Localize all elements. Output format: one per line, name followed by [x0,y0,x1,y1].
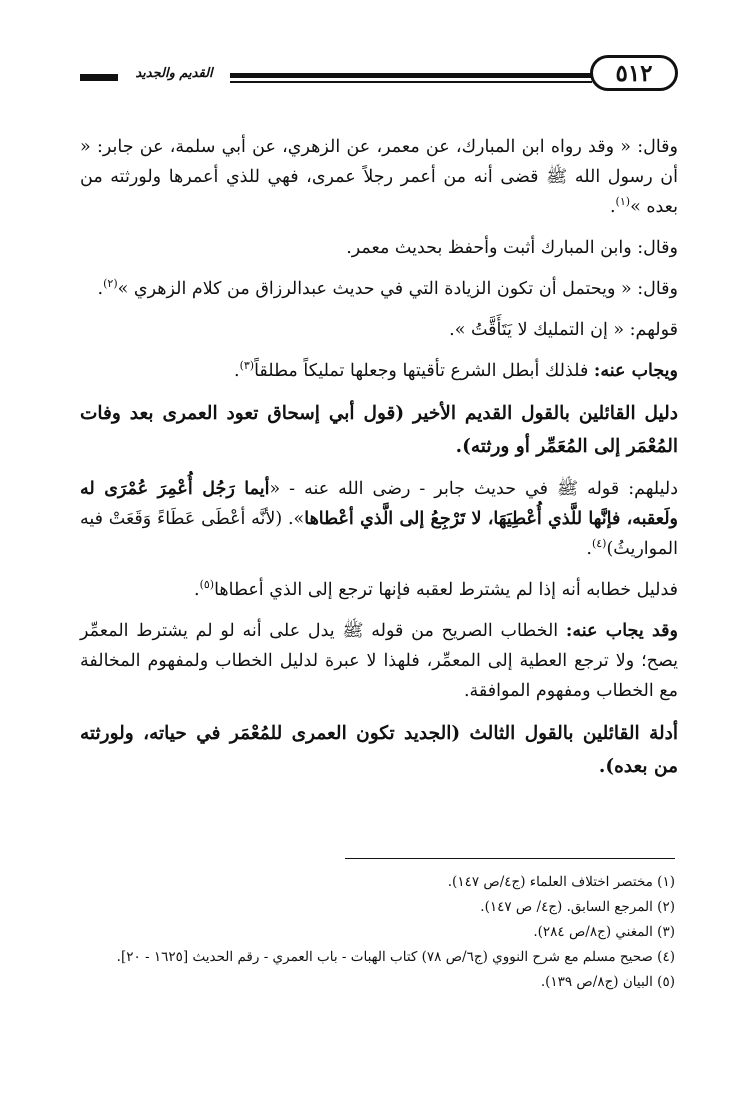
main-text [80,132,678,794]
header-rule-thick [230,73,592,78]
footnote-ref-5[interactable]: (٥) [199,578,215,592]
section-heading-new: أدلة القائلين بالقول الثالث (الجديد تكون العمرى للمُعْمَر في حياته، ولورثته من بعده). [80,723,678,777]
footnote-ref-4[interactable]: (٤) [591,537,607,551]
section-heading-old: دليل القائلين بالقول القديم الأخير (قول أبي إسحاق تعود العمرى بعد وفات المُعْمَر إلى المُعَمِّر أو ورثته). [80,403,678,457]
running-title: القديم والجديد [124,66,224,81]
header-rule-thin [230,81,592,83]
header-left-block [80,74,118,81]
footnote-ref-3[interactable]: (٣) [239,359,255,373]
footnote-3: (٣) المغني (ج٨/ص ٢٨٤). [533,924,675,940]
footnote-4: (٤) صحيح مسلم مع شرح النووي (ج٦/ص ٧٨) كتاب الهبات - باب العمري - رقم الحديث [١٦٢٥ - ٢٠]. [116,949,675,965]
paragraph-3: وقال: « ويحتمل أن تكون الزيادة التي في حديث عبدالرزاق من كلام الزهري »$^{(٢)}$. [97,277,678,299]
paragraph-1: وقال: « وقد رواه ابن المبارك، عن معمر، عن الزهري، عن أبي سلمة، عن جابر: « أن رسول الله ﷺ قضى أنه من أعمر رجلاً عمرى، فهي للذي أعمرها ولورثته من بعده »$^{(١)}$. [80,137,678,217]
footnote-separator [345,858,675,859]
footnote-ref-1[interactable]: (١) [615,195,631,209]
footnote-2: (٢) المرجع السابق. (ج٤/ ص ١٤٧). [480,899,675,915]
paragraph-4: قولهم: « إن التمليك لا يَتَأَقَّتُ ». [449,320,678,340]
paragraph-5: ويجاب عنه: فلذلك أبطل الشرع تأقيتها وجعلها تمليكاً مطلقاً$^{(٣)}$. [234,359,678,381]
paragraph-7: فدليل خطابه أنه إذا لم يشترط لعقبه فإنها ترجع إلى الذي أعطاها$^{(٥)}$. [194,578,678,600]
page-number: ٥١٢ [590,55,678,91]
paragraph-8: وقد يجاب عنه: الخطاب الصريح من قوله ﷺ يدل على أنه لو لم يشترط المعمِّر يصح؛ ولا ترجع العطية إلى المعمِّر، فلهذا لا عبرة لدليل الخطاب ولمفهوم المخالفة مع الخطاب ومفهوم الموافقة. [80,621,678,701]
footnote-ref-2[interactable]: (٢) [103,277,118,291]
footnote-1: (١) مختصر اختلاف العلماء (ج٤/ص ١٤٧). [447,874,675,890]
footnote-5: (٥) البيان (ج٨/ص ١٣٩). [540,974,675,990]
paragraph-6: دليلهم: قوله ﷺ في حديث جابر - رضى الله عنه - «أيما رَجُل أُعْمِرَ عُمْرَى له ولَعقبه، فإنَّها للَّذي أُعْطِيَهَا، لا تَرْجِعُ إلى الَّذي أعْطاها». (لأنَّه أعْطَى عَطَاءً وَقَعَتْ فيه المواريثُ)$^{(٤)}$. [80,479,678,559]
page-header [80,52,678,98]
footnotes [77,870,675,995]
paragraph-2: وقال: وابن المبارك أثبت وأحفظ بحديث معمر. [346,238,678,258]
